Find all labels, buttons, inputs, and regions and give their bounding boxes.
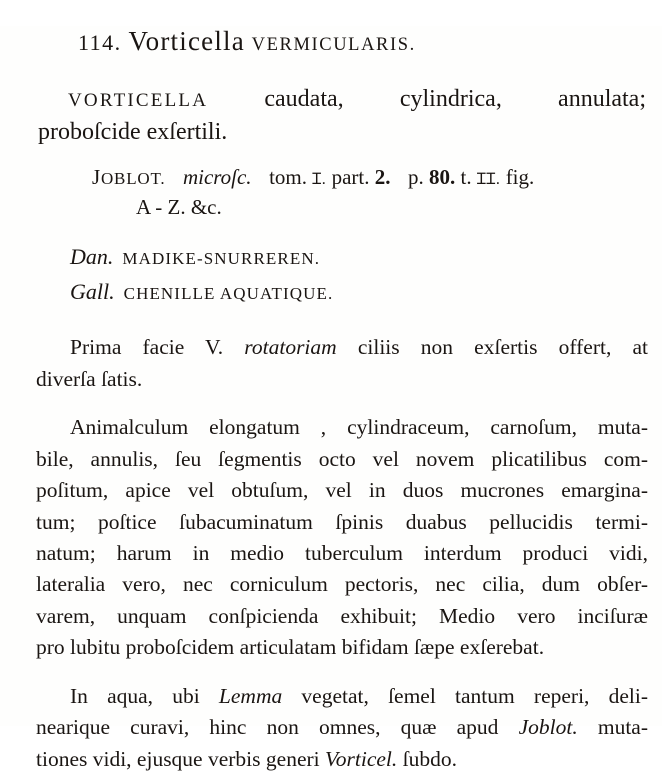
citation-tome-label: tom.: [269, 165, 307, 190]
line-text: Prima facie V.: [70, 335, 245, 360]
vernacular-name-danish: MADIKE-SNURREREN.: [122, 248, 321, 268]
citation-table-label: t.: [460, 165, 472, 190]
scanned-page: [0, 26, 662, 771]
text-line: [36, 712, 648, 743]
vernacular-language-danish: Dan.: [70, 243, 114, 269]
citation-part-label: part.: [331, 165, 370, 190]
text-line: [36, 475, 648, 506]
citation-author: JOBLOT.: [92, 165, 166, 190]
line-text: vegetat, ſemel tantum reperi, deli-: [282, 683, 649, 708]
para-description: [36, 412, 648, 664]
text-line: [36, 632, 648, 663]
vernacular-name-french: CHENILLE AQUATIQUE.: [123, 284, 334, 304]
text-line: [36, 444, 648, 475]
citation-page-value: 80.: [429, 165, 456, 190]
line-text: nearique curavi, hinc non omnes, quæ apud: [36, 715, 519, 740]
body-text: [0, 332, 662, 775]
vernacular-names: [0, 239, 662, 310]
taxon-italic: Joblot.: [518, 715, 578, 740]
line-text: varem, unquam conſpicienda exhibuit; Medio vero inciſuræ: [36, 603, 648, 628]
line-text: natum; harum in medio tuberculum interdum produci vidi,: [36, 541, 648, 565]
diagnosis-genus: VORTICELLA: [68, 90, 209, 111]
text-line: [36, 538, 648, 569]
citation-work-title: microſc.: [182, 165, 252, 190]
vernacular-language-french: Gall.: [70, 279, 115, 305]
para-observation: [36, 681, 648, 775]
line-text: In aqua, ubi: [70, 683, 219, 708]
line-text: poſitum, apice vel obtuſum, vel in duos mucrones emargina-: [36, 478, 648, 503]
line-text: tum; poſtice ſubacuminatum ſpinis duabus pellucidis termi-: [36, 509, 648, 534]
line-text: tiones vidi, ejusque verbis generi: [36, 746, 325, 771]
text-line: [36, 364, 648, 395]
text-line: [36, 332, 648, 363]
line-text: bile, annulis, ſeu ſegmentis octo vel novem plicatilibus com-: [36, 446, 648, 471]
running-head: [0, 26, 662, 57]
line-text: ciliis non exſertis offert, at: [336, 335, 648, 360]
species-diagnosis: [0, 83, 662, 149]
citation-tome-value: Ɪ.: [312, 171, 327, 189]
citation-part-value: 2.: [374, 165, 391, 190]
diagnosis-line-2: proboſcide exſertili.: [38, 119, 228, 146]
head-species-epithet: VERMICULARIS.: [251, 35, 416, 55]
line-text: Animalculum elongatum , cylindraceum, carnoſum, muta-: [70, 415, 648, 440]
vernacular-entry-french: [70, 274, 662, 310]
line-text: pro lubitu proboſcidem articulatam bifidam ſæpe exſerebat.: [36, 635, 545, 660]
line-text: lateralia vero, nec corniculum pectoris, nec cilia, dum obſer-: [36, 572, 648, 597]
citation-figure-label: fig.: [505, 165, 535, 190]
text-line: [36, 507, 648, 538]
line-text: ſubdo.: [397, 746, 457, 771]
para-comparison: [36, 332, 648, 395]
diagnosis-characters: caudata, cylindrica, annulata;: [264, 86, 646, 112]
bibliographic-citation: [0, 163, 662, 223]
page-folio-number: 114.: [78, 30, 122, 55]
text-line: [36, 569, 648, 600]
citation-page-label: p.: [408, 165, 424, 190]
vernacular-entry-danish: [70, 239, 662, 275]
line-text: muta-: [577, 715, 649, 740]
text-line: [36, 601, 648, 632]
taxon-italic: Vorticel.: [325, 746, 398, 771]
taxon-italic: Lemma: [218, 683, 283, 708]
text-line: [36, 412, 648, 443]
line-text: diverſa ſatis.: [36, 366, 143, 391]
citation-table-value: ꞮꞮ.: [476, 171, 501, 189]
text-line: [36, 681, 648, 712]
citation-figure-range: A - Z. &c.: [136, 195, 222, 220]
taxon-italic: rotatoriam: [244, 335, 337, 360]
head-genus-name: Vorticella: [128, 26, 245, 56]
diagnosis-line-1: [38, 83, 646, 116]
text-line: [36, 744, 648, 775]
